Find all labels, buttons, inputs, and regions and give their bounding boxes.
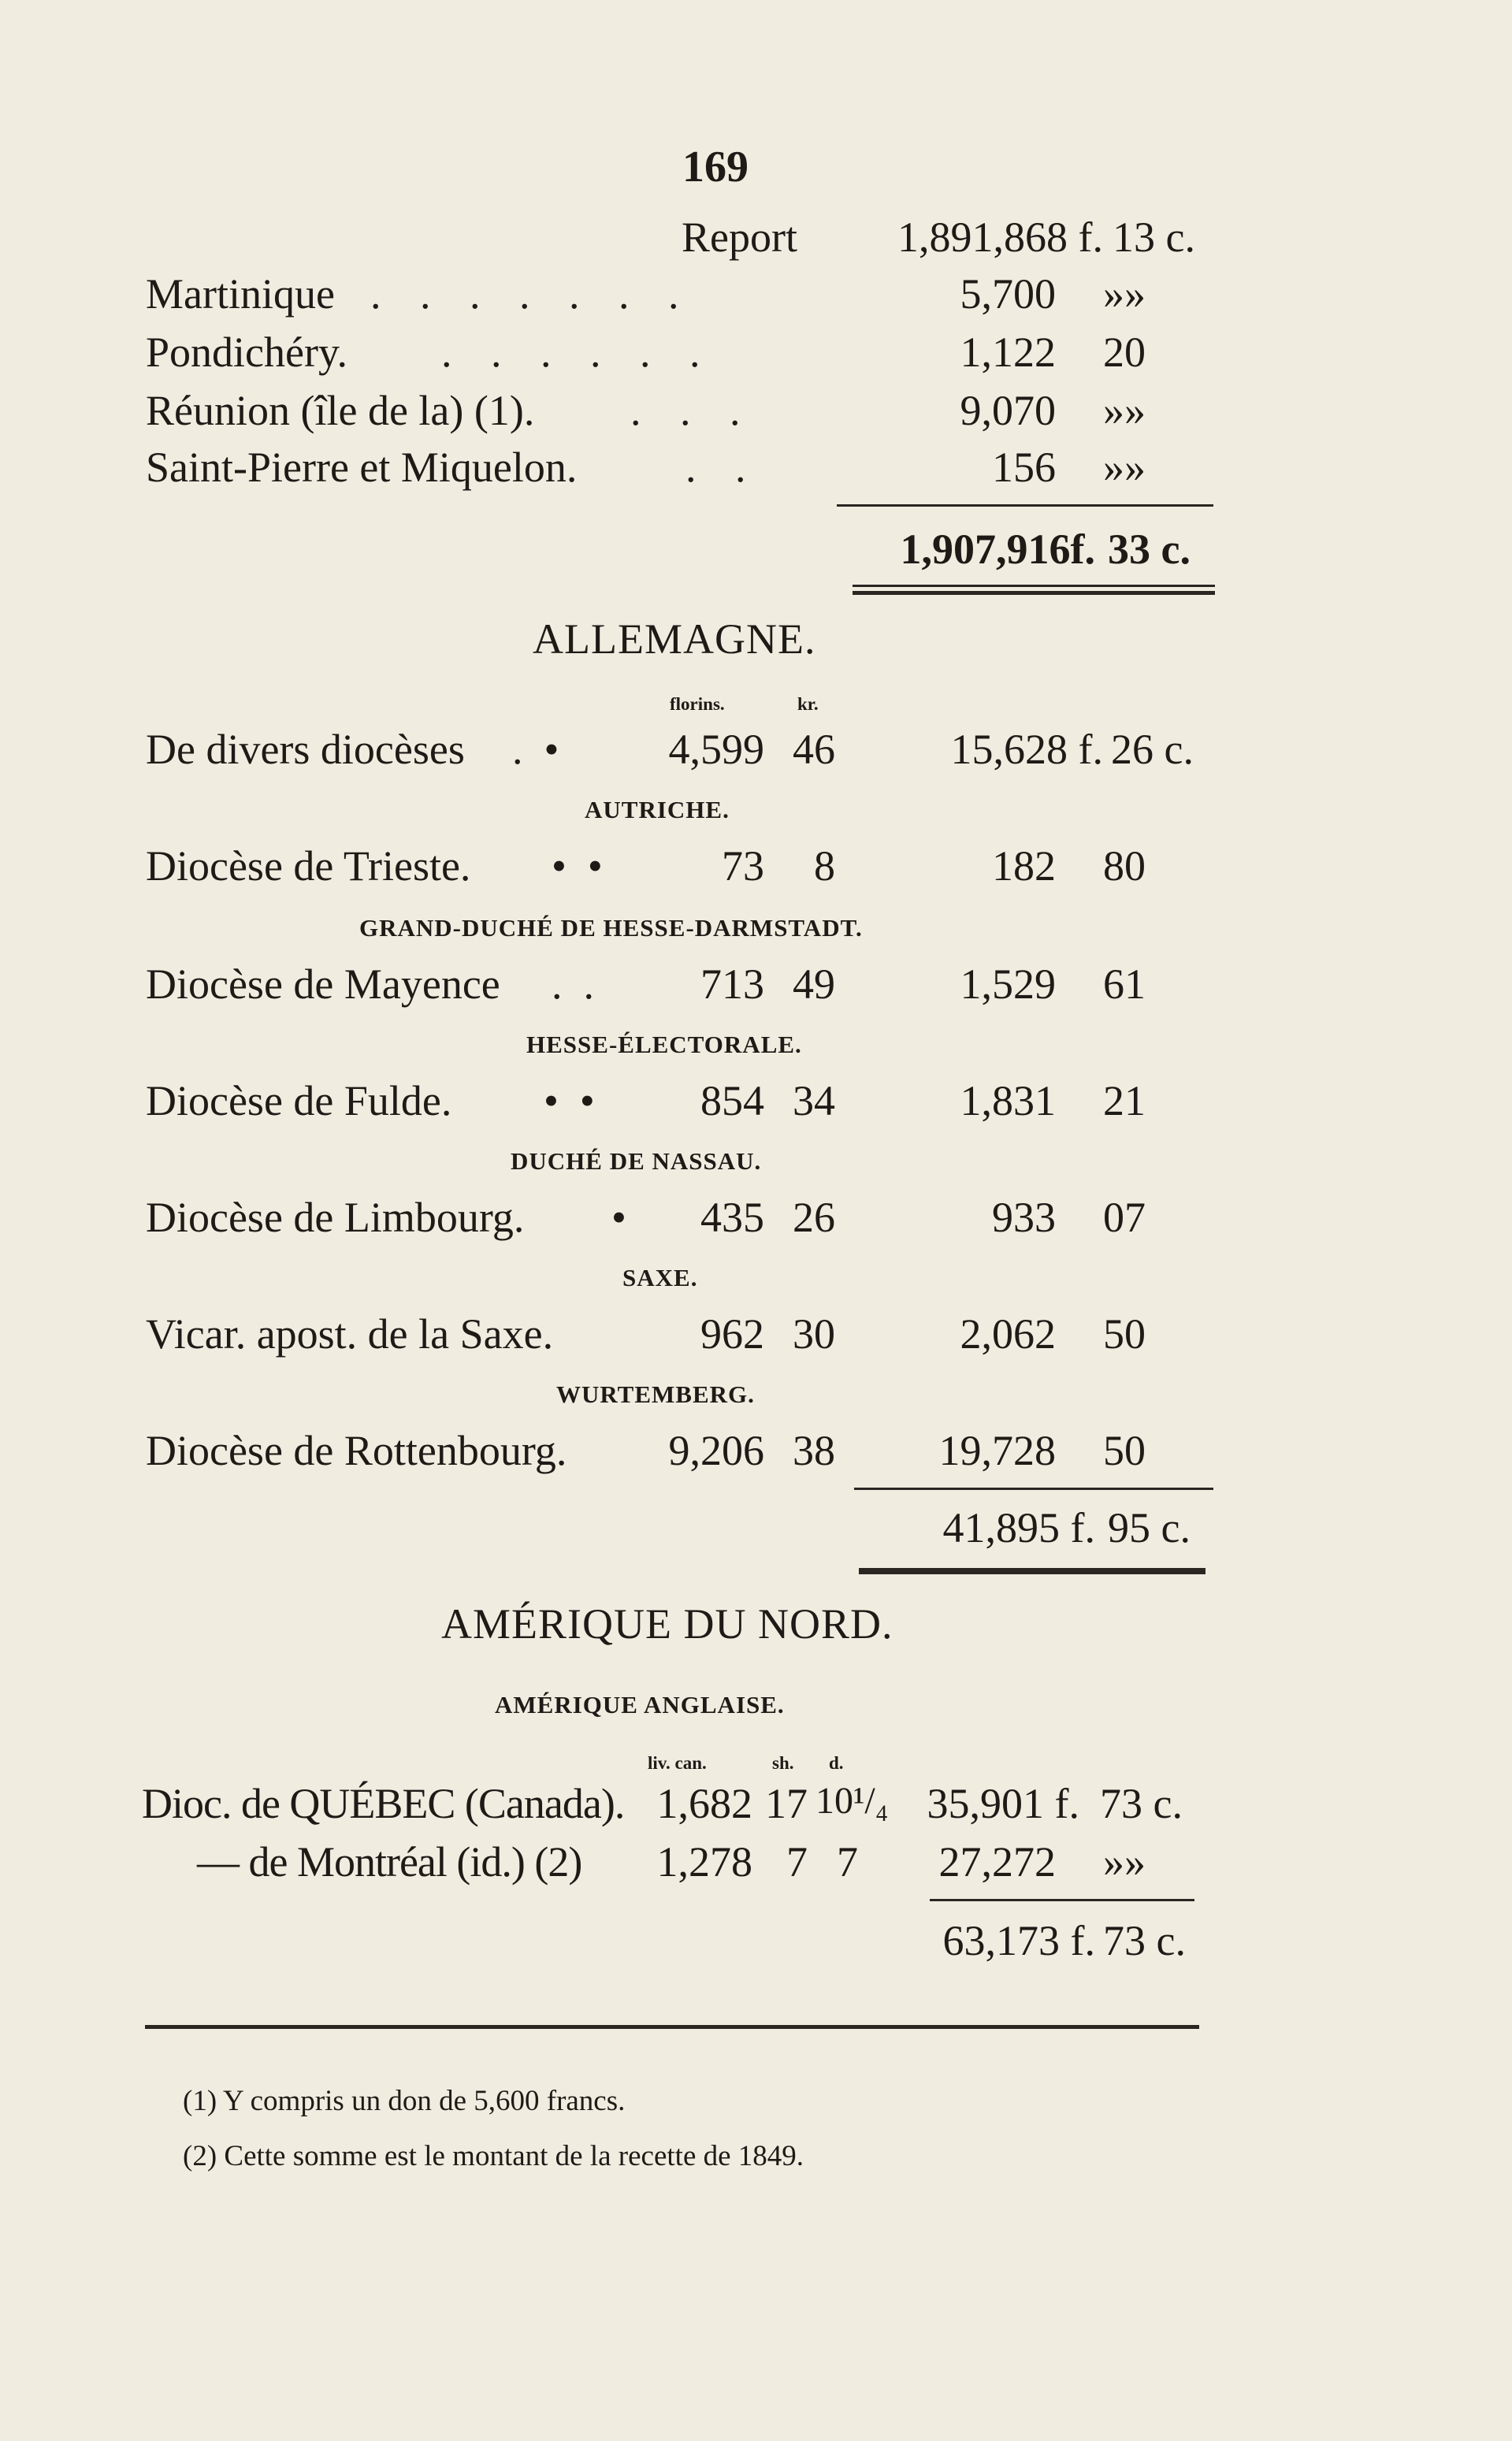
- francs-amount: 2,062: [960, 1310, 1056, 1358]
- diocese-name: Diocèse de Limbourg.: [146, 1194, 525, 1241]
- subheading: DUCHÉ DE NASSAU.: [511, 1147, 762, 1175]
- cents-value: 61: [1103, 960, 1146, 1008]
- footnote-separator: [145, 2025, 1199, 2029]
- florins-value: 73: [722, 842, 764, 890]
- kr-value: 34: [793, 1077, 835, 1124]
- francs-amount: 35,901 f.: [927, 1780, 1079, 1827]
- column-header-liv: liv. can.: [648, 1753, 707, 1773]
- subheading: GRAND-DUCHÉ DE HESSE-DARMSTADT.: [359, 914, 863, 942]
- cents-value: 50: [1103, 1427, 1146, 1474]
- diocese-name: Diocèse de Mayence: [146, 960, 500, 1008]
- colony-name: Martinique: [146, 270, 335, 318]
- subtotal-rule: [854, 1488, 1213, 1490]
- leader-dots: • •: [552, 842, 603, 890]
- leader-dots: . .: [685, 444, 760, 491]
- diocese-name: Dioc. de QUÉBEC (Canada).: [142, 1780, 625, 1827]
- colony-name: Pondichéry.: [146, 329, 347, 376]
- kr-value: 8: [814, 842, 835, 890]
- column-header-kr: kr.: [797, 694, 819, 714]
- subtotal-rule: [837, 504, 1213, 507]
- francs-amount: 1,831: [960, 1077, 1056, 1124]
- francs-amount: 1,529: [960, 960, 1056, 1008]
- florins-value: 435: [700, 1194, 764, 1241]
- francs-amount: 27,272: [938, 1838, 1056, 1886]
- colony-cents: 20: [1103, 329, 1146, 376]
- diocese-name: De divers diocèses: [146, 726, 465, 773]
- leader-dots: •: [611, 1194, 626, 1241]
- colony-amount: 156: [992, 444, 1056, 491]
- cents-value: 73 c.: [1100, 1780, 1183, 1827]
- diocese-name: Diocèse de Trieste.: [146, 842, 471, 890]
- d-value: 7: [837, 1838, 858, 1886]
- florins-value: 4,599: [668, 726, 764, 773]
- double-rule-bottom: [853, 591, 1215, 595]
- diocese-name: — de Montréal (id.) (2): [197, 1838, 582, 1886]
- cents-value: 21: [1103, 1077, 1146, 1124]
- leader-dots: • •: [544, 1077, 595, 1124]
- allemagne-total-amount: 41,895 f.: [942, 1504, 1095, 1551]
- double-rule: [859, 1568, 1206, 1574]
- francs-amount: 15,628 f.: [950, 726, 1103, 773]
- d-value: 10¹/₄: [815, 1780, 889, 1822]
- subheading: WURTEMBERG.: [556, 1380, 755, 1408]
- leader-dots: . . . . . . .: [370, 270, 693, 318]
- florins-value: 962: [700, 1310, 764, 1358]
- double-rule-top: [853, 585, 1215, 587]
- cents-value: »»: [1103, 1838, 1146, 1886]
- section-heading-allemagne: ALLEMAGNE.: [533, 615, 816, 663]
- sh-value: 17: [765, 1780, 808, 1827]
- francs-amount: 182: [992, 842, 1056, 890]
- subheading: AUTRICHE.: [585, 796, 730, 823]
- amerique-total-amount: 63,173 f.: [942, 1917, 1095, 1964]
- kr-value: 46: [793, 726, 835, 773]
- report-cents: 13 c.: [1113, 214, 1195, 261]
- amerique-total-cents: 73 c.: [1103, 1917, 1186, 1964]
- subheading: AMÉRIQUE ANGLAISE.: [495, 1691, 785, 1718]
- subtotal-rule: [930, 1899, 1194, 1901]
- column-header-florins: florins.: [670, 694, 725, 714]
- subheading: HESSE-ÉLECTORALE.: [526, 1031, 802, 1058]
- kr-value: 30: [793, 1310, 835, 1358]
- leader-dots: . . .: [630, 387, 755, 434]
- florins-value: 854: [700, 1077, 764, 1124]
- colony-name: Réunion (île de la) (1).: [146, 387, 535, 434]
- colony-amount: 5,700: [960, 270, 1056, 318]
- francs-amount: 933: [992, 1194, 1056, 1241]
- leader-dots: . .: [552, 960, 594, 1008]
- diocese-name: Diocèse de Rottenbourg.: [146, 1427, 567, 1474]
- diocese-name: Diocèse de Fulde.: [146, 1077, 452, 1124]
- colony-amount: 1,122: [960, 329, 1056, 376]
- kr-value: 38: [793, 1427, 835, 1474]
- report-amount: 1,891,868 f.: [897, 214, 1103, 261]
- page-number: 169: [682, 143, 749, 191]
- section-heading-amerique: AMÉRIQUE DU NORD.: [441, 1600, 893, 1648]
- kr-value: 26: [793, 1194, 835, 1241]
- leader-dots: . . . . . .: [441, 329, 715, 376]
- liv-value: 1,278: [656, 1838, 752, 1886]
- colonies-total-amount: 1,907,916f.: [900, 526, 1095, 573]
- cents-value: 80: [1103, 842, 1146, 890]
- florins-value: 713: [700, 960, 764, 1008]
- florins-value: 9,206: [668, 1427, 764, 1474]
- francs-amount: 19,728: [938, 1427, 1056, 1474]
- allemagne-total-cents: 95 c.: [1108, 1504, 1191, 1551]
- footnote: (1) Y compris un don de 5,600 francs.: [183, 2085, 626, 2117]
- cents-value: 50: [1103, 1310, 1146, 1358]
- subheading: SAXE.: [622, 1264, 698, 1291]
- liv-value: 1,682: [656, 1780, 752, 1827]
- report-label: Report: [682, 214, 797, 261]
- sh-value: 7: [786, 1838, 808, 1886]
- colony-cents: »»: [1103, 444, 1146, 491]
- cents-value: 26 c.: [1111, 726, 1194, 773]
- colony-cents: »»: [1103, 270, 1146, 318]
- cents-value: 07: [1103, 1194, 1146, 1241]
- diocese-name: Vicar. apost. de la Saxe.: [146, 1310, 554, 1358]
- colonies-total-cents: 33 c.: [1108, 526, 1191, 573]
- column-header-sh: sh.: [772, 1753, 794, 1773]
- kr-value: 49: [793, 960, 835, 1008]
- colony-cents: »»: [1103, 387, 1146, 434]
- column-header-d: d.: [829, 1753, 844, 1773]
- footnote: (2) Cette somme est le montant de la recette de 1849.: [183, 2140, 804, 2172]
- colony-name: Saint-Pierre et Miquelon.: [146, 444, 578, 491]
- leader-dots: . •: [512, 726, 559, 773]
- colony-amount: 9,070: [960, 387, 1056, 434]
